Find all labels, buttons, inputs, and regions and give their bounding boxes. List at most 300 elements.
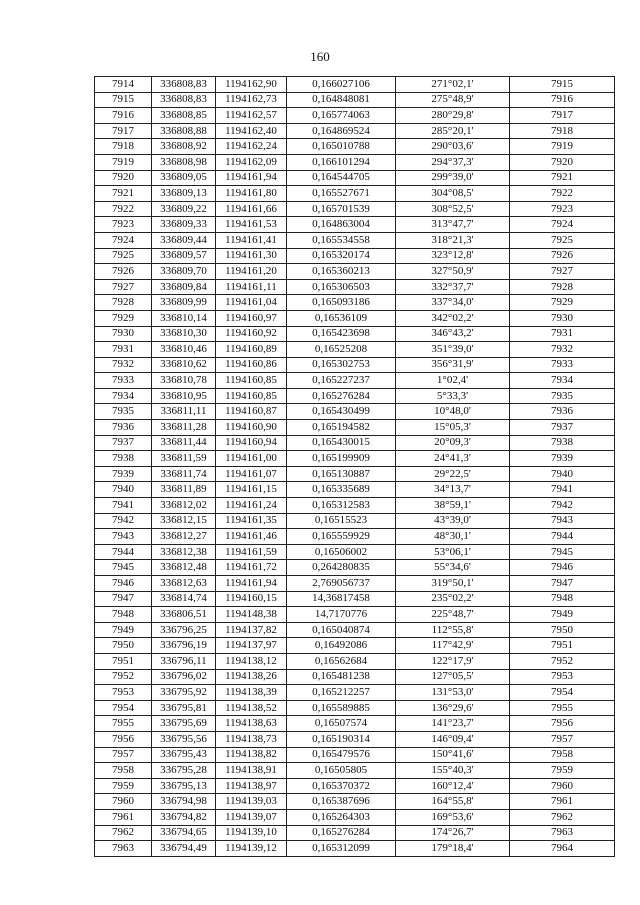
direction-angle-cell: 48°30,1' — [396, 529, 510, 545]
direction-angle-cell: 20°09,3' — [396, 435, 510, 451]
point-number-cell: 7919 — [95, 154, 152, 170]
x-coordinate-cell: 336808,88 — [152, 123, 216, 139]
x-coordinate-cell: 336811,59 — [152, 451, 216, 467]
next-point-number-cell: 7921 — [510, 170, 615, 186]
next-point-number-cell: 7945 — [510, 544, 615, 560]
y-coordinate-cell: 1194139,07 — [216, 809, 287, 825]
x-coordinate-cell: 336809,05 — [152, 170, 216, 186]
table-row — [95, 108, 615, 124]
table-row — [95, 747, 615, 763]
x-coordinate-cell: 336809,22 — [152, 201, 216, 217]
direction-angle-cell: 313°47,7' — [396, 217, 510, 233]
table-row — [95, 170, 615, 186]
next-point-number-cell: 7915 — [510, 77, 615, 93]
direction-angle-cell: 280°29,8' — [396, 108, 510, 124]
x-coordinate-cell: 336796,02 — [152, 669, 216, 685]
point-number-cell: 7921 — [95, 186, 152, 202]
x-coordinate-cell: 336795,56 — [152, 731, 216, 747]
direction-angle-cell: 323°12,8' — [396, 248, 510, 264]
distance-cell: 0,16505805 — [287, 763, 396, 779]
table-row — [95, 529, 615, 545]
y-coordinate-cell: 1194160,85 — [216, 373, 287, 389]
point-number-cell: 7933 — [95, 373, 152, 389]
distance-cell: 0,165093186 — [287, 295, 396, 311]
table-row — [95, 482, 615, 498]
table-row — [95, 638, 615, 654]
point-number-cell: 7934 — [95, 388, 152, 404]
direction-angle-cell: 346°43,2' — [396, 326, 510, 342]
direction-angle-cell: 294°37,3' — [396, 154, 510, 170]
table-row — [95, 544, 615, 560]
y-coordinate-cell: 1194138,26 — [216, 669, 287, 685]
table-row — [95, 326, 615, 342]
distance-cell: 0,165264303 — [287, 809, 396, 825]
y-coordinate-cell: 1194138,63 — [216, 716, 287, 732]
direction-angle-cell: 304°08,5' — [396, 186, 510, 202]
point-number-cell: 7930 — [95, 326, 152, 342]
table-row — [95, 576, 615, 592]
table-row — [95, 342, 615, 358]
direction-angle-cell: 235°02,2' — [396, 591, 510, 607]
direction-angle-cell: 10°48,0' — [396, 404, 510, 420]
y-coordinate-cell: 1194161,15 — [216, 482, 287, 498]
y-coordinate-cell: 1194160,85 — [216, 388, 287, 404]
point-number-cell: 7915 — [95, 92, 152, 108]
next-point-number-cell: 7923 — [510, 201, 615, 217]
x-coordinate-cell: 336810,46 — [152, 342, 216, 358]
point-number-cell: 7948 — [95, 607, 152, 623]
table-row — [95, 841, 615, 857]
distance-cell: 0,166101294 — [287, 154, 396, 170]
x-coordinate-cell: 336795,69 — [152, 716, 216, 732]
x-coordinate-cell: 336795,81 — [152, 700, 216, 716]
direction-angle-cell: 299°39,0' — [396, 170, 510, 186]
y-coordinate-cell: 1194162,09 — [216, 154, 287, 170]
y-coordinate-cell: 1194162,90 — [216, 77, 287, 93]
y-coordinate-cell: 1194161,72 — [216, 560, 287, 576]
next-point-number-cell: 7935 — [510, 388, 615, 404]
next-point-number-cell: 7956 — [510, 716, 615, 732]
point-number-cell: 7962 — [95, 825, 152, 841]
distance-cell: 0,165276284 — [287, 825, 396, 841]
next-point-number-cell: 7929 — [510, 295, 615, 311]
next-point-number-cell: 7925 — [510, 232, 615, 248]
point-number-cell: 7953 — [95, 685, 152, 701]
x-coordinate-cell: 336812,27 — [152, 529, 216, 545]
y-coordinate-cell: 1194161,11 — [216, 279, 287, 295]
distance-cell: 0,165040874 — [287, 622, 396, 638]
direction-angle-cell: 136°29,6' — [396, 700, 510, 716]
y-coordinate-cell: 1194161,24 — [216, 498, 287, 514]
table-row — [95, 700, 615, 716]
direction-angle-cell: 53°06,1' — [396, 544, 510, 560]
point-number-cell: 7927 — [95, 279, 152, 295]
direction-angle-cell: 29°22,5' — [396, 466, 510, 482]
next-point-number-cell: 7926 — [510, 248, 615, 264]
y-coordinate-cell: 1194138,52 — [216, 700, 287, 716]
distance-cell: 14,7170776 — [287, 607, 396, 623]
direction-angle-cell: 332°37,7' — [396, 279, 510, 295]
direction-angle-cell: 15°05,3' — [396, 420, 510, 436]
coordinates-table — [94, 76, 615, 857]
distance-cell: 14,36817458 — [287, 591, 396, 607]
point-number-cell: 7952 — [95, 669, 152, 685]
x-coordinate-cell: 336795,92 — [152, 685, 216, 701]
table-row — [95, 295, 615, 311]
x-coordinate-cell: 336809,33 — [152, 217, 216, 233]
direction-angle-cell: 150°41,6' — [396, 747, 510, 763]
next-point-number-cell: 7936 — [510, 404, 615, 420]
point-number-cell: 7960 — [95, 794, 152, 810]
y-coordinate-cell: 1194139,10 — [216, 825, 287, 841]
point-number-cell: 7920 — [95, 170, 152, 186]
point-number-cell: 7957 — [95, 747, 152, 763]
x-coordinate-cell: 336812,38 — [152, 544, 216, 560]
table-row — [95, 435, 615, 451]
y-coordinate-cell: 1194137,82 — [216, 622, 287, 638]
next-point-number-cell: 7952 — [510, 653, 615, 669]
table-row — [95, 388, 615, 404]
next-point-number-cell: 7931 — [510, 326, 615, 342]
distance-cell: 0,165312099 — [287, 841, 396, 857]
point-number-cell: 7954 — [95, 700, 152, 716]
point-number-cell: 7941 — [95, 498, 152, 514]
y-coordinate-cell: 1194138,73 — [216, 731, 287, 747]
direction-angle-cell: 356°31,9' — [396, 357, 510, 373]
table-row — [95, 716, 615, 732]
distance-cell: 0,165335689 — [287, 482, 396, 498]
direction-angle-cell: 146°09,4' — [396, 731, 510, 747]
point-number-cell: 7950 — [95, 638, 152, 654]
y-coordinate-cell: 1194137,97 — [216, 638, 287, 654]
y-coordinate-cell: 1194162,24 — [216, 139, 287, 155]
table-row — [95, 77, 615, 93]
table-row — [95, 763, 615, 779]
y-coordinate-cell: 1194162,73 — [216, 92, 287, 108]
direction-angle-cell: 155°40,3' — [396, 763, 510, 779]
next-point-number-cell: 7961 — [510, 794, 615, 810]
table-row — [95, 466, 615, 482]
y-coordinate-cell: 1194160,90 — [216, 420, 287, 436]
y-coordinate-cell: 1194161,41 — [216, 232, 287, 248]
table-row — [95, 139, 615, 155]
next-point-number-cell: 7962 — [510, 809, 615, 825]
table-row — [95, 420, 615, 436]
table-row — [95, 731, 615, 747]
y-coordinate-cell: 1194160,15 — [216, 591, 287, 607]
point-number-cell: 7940 — [95, 482, 152, 498]
next-point-number-cell: 7940 — [510, 466, 615, 482]
distance-cell: 0,165010788 — [287, 139, 396, 155]
x-coordinate-cell: 336806,51 — [152, 607, 216, 623]
point-number-cell: 7923 — [95, 217, 152, 233]
table-row — [95, 451, 615, 467]
table-row — [95, 513, 615, 529]
distance-cell: 0,165423698 — [287, 326, 396, 342]
next-point-number-cell: 7944 — [510, 529, 615, 545]
x-coordinate-cell: 336794,65 — [152, 825, 216, 841]
point-number-cell: 7928 — [95, 295, 152, 311]
table-row — [95, 591, 615, 607]
point-number-cell: 7925 — [95, 248, 152, 264]
distance-cell: 0,16506002 — [287, 544, 396, 560]
x-coordinate-cell: 336795,28 — [152, 763, 216, 779]
point-number-cell: 7945 — [95, 560, 152, 576]
next-point-number-cell: 7932 — [510, 342, 615, 358]
x-coordinate-cell: 336812,48 — [152, 560, 216, 576]
direction-angle-cell: 169°53,6' — [396, 809, 510, 825]
point-number-cell: 7937 — [95, 435, 152, 451]
distance-cell: 0,165199909 — [287, 451, 396, 467]
direction-angle-cell: 174°26,7' — [396, 825, 510, 841]
distance-cell: 0,165320174 — [287, 248, 396, 264]
y-coordinate-cell: 1194160,92 — [216, 326, 287, 342]
next-point-number-cell: 7953 — [510, 669, 615, 685]
next-point-number-cell: 7947 — [510, 576, 615, 592]
table-row — [95, 498, 615, 514]
table-row — [95, 653, 615, 669]
distance-cell: 0,16515523 — [287, 513, 396, 529]
distance-cell: 0,165370372 — [287, 778, 396, 794]
next-point-number-cell: 7917 — [510, 108, 615, 124]
next-point-number-cell: 7933 — [510, 357, 615, 373]
direction-angle-cell: 275°48,9' — [396, 92, 510, 108]
distance-cell: 0,165130887 — [287, 466, 396, 482]
y-coordinate-cell: 1194162,40 — [216, 123, 287, 139]
y-coordinate-cell: 1194161,07 — [216, 466, 287, 482]
next-point-number-cell: 7938 — [510, 435, 615, 451]
y-coordinate-cell: 1194161,04 — [216, 295, 287, 311]
x-coordinate-cell: 336808,83 — [152, 92, 216, 108]
next-point-number-cell: 7963 — [510, 825, 615, 841]
point-number-cell: 7916 — [95, 108, 152, 124]
x-coordinate-cell: 336811,11 — [152, 404, 216, 420]
x-coordinate-cell: 336810,30 — [152, 326, 216, 342]
table-row — [95, 622, 615, 638]
y-coordinate-cell: 1194161,30 — [216, 248, 287, 264]
x-coordinate-cell: 336809,44 — [152, 232, 216, 248]
point-number-cell: 7924 — [95, 232, 152, 248]
point-number-cell: 7958 — [95, 763, 152, 779]
point-number-cell: 7932 — [95, 357, 152, 373]
point-number-cell: 7959 — [95, 778, 152, 794]
distance-cell: 0,165190314 — [287, 731, 396, 747]
x-coordinate-cell: 336796,11 — [152, 653, 216, 669]
distance-cell: 0,165302753 — [287, 357, 396, 373]
point-number-cell: 7963 — [95, 841, 152, 857]
distance-cell: 0,164869524 — [287, 123, 396, 139]
direction-angle-cell: 179°18,4' — [396, 841, 510, 857]
next-point-number-cell: 7937 — [510, 420, 615, 436]
next-point-number-cell: 7943 — [510, 513, 615, 529]
distance-cell: 0,165276284 — [287, 388, 396, 404]
distance-cell: 0,16525208 — [287, 342, 396, 358]
distance-cell: 0,164863004 — [287, 217, 396, 233]
distance-cell: 0,165306503 — [287, 279, 396, 295]
y-coordinate-cell: 1194161,35 — [216, 513, 287, 529]
x-coordinate-cell: 336812,63 — [152, 576, 216, 592]
x-coordinate-cell: 336809,99 — [152, 295, 216, 311]
next-point-number-cell: 7924 — [510, 217, 615, 233]
distance-cell: 0,165559929 — [287, 529, 396, 545]
direction-angle-cell: 131°53,0' — [396, 685, 510, 701]
x-coordinate-cell: 336810,62 — [152, 357, 216, 373]
table-row — [95, 607, 615, 623]
point-number-cell: 7936 — [95, 420, 152, 436]
x-coordinate-cell: 336795,13 — [152, 778, 216, 794]
next-point-number-cell: 7922 — [510, 186, 615, 202]
x-coordinate-cell: 336812,15 — [152, 513, 216, 529]
distance-cell: 0,165774063 — [287, 108, 396, 124]
table-row — [95, 123, 615, 139]
y-coordinate-cell: 1194161,00 — [216, 451, 287, 467]
distance-cell: 0,16536109 — [287, 310, 396, 326]
table-row — [95, 186, 615, 202]
distance-cell: 0,165534558 — [287, 232, 396, 248]
x-coordinate-cell: 336809,84 — [152, 279, 216, 295]
point-number-cell: 7917 — [95, 123, 152, 139]
distance-cell: 0,16492086 — [287, 638, 396, 654]
table-row — [95, 809, 615, 825]
direction-angle-cell: 38°59,1' — [396, 498, 510, 514]
y-coordinate-cell: 1194138,97 — [216, 778, 287, 794]
x-coordinate-cell: 336794,49 — [152, 841, 216, 857]
distance-cell: 0,165227237 — [287, 373, 396, 389]
table-row — [95, 669, 615, 685]
table-row — [95, 685, 615, 701]
direction-angle-cell: 122°17,9' — [396, 653, 510, 669]
point-number-cell: 7914 — [95, 77, 152, 93]
point-number-cell: 7939 — [95, 466, 152, 482]
y-coordinate-cell: 1194160,94 — [216, 435, 287, 451]
x-coordinate-cell: 336796,19 — [152, 638, 216, 654]
direction-angle-cell: 164°55,8' — [396, 794, 510, 810]
point-number-cell: 7947 — [95, 591, 152, 607]
x-coordinate-cell: 336811,89 — [152, 482, 216, 498]
x-coordinate-cell: 336809,57 — [152, 248, 216, 264]
next-point-number-cell: 7930 — [510, 310, 615, 326]
y-coordinate-cell: 1194161,94 — [216, 576, 287, 592]
x-coordinate-cell: 336795,43 — [152, 747, 216, 763]
distance-cell: 0,264280835 — [287, 560, 396, 576]
next-point-number-cell: 7955 — [510, 700, 615, 716]
distance-cell: 0,16507574 — [287, 716, 396, 732]
direction-angle-cell: 1°02,4' — [396, 373, 510, 389]
next-point-number-cell: 7918 — [510, 123, 615, 139]
table-row — [95, 778, 615, 794]
distance-cell: 0,165194582 — [287, 420, 396, 436]
point-number-cell: 7942 — [95, 513, 152, 529]
point-number-cell: 7926 — [95, 264, 152, 280]
next-point-number-cell: 7942 — [510, 498, 615, 514]
y-coordinate-cell: 1194139,12 — [216, 841, 287, 857]
table-row — [95, 310, 615, 326]
point-number-cell: 7944 — [95, 544, 152, 560]
x-coordinate-cell: 336811,74 — [152, 466, 216, 482]
table-row — [95, 825, 615, 841]
table-row — [95, 217, 615, 233]
distance-cell: 0,165527671 — [287, 186, 396, 202]
direction-angle-cell: 318°21,3' — [396, 232, 510, 248]
y-coordinate-cell: 1194139,03 — [216, 794, 287, 810]
point-number-cell: 7961 — [95, 809, 152, 825]
next-point-number-cell: 7954 — [510, 685, 615, 701]
point-number-cell: 7956 — [95, 731, 152, 747]
point-number-cell: 7946 — [95, 576, 152, 592]
page-number: 160 — [310, 49, 330, 64]
next-point-number-cell: 7959 — [510, 763, 615, 779]
y-coordinate-cell: 1194138,39 — [216, 685, 287, 701]
x-coordinate-cell: 336812,02 — [152, 498, 216, 514]
table-row — [95, 560, 615, 576]
direction-angle-cell: 225°48,7' — [396, 607, 510, 623]
table-row — [95, 373, 615, 389]
y-coordinate-cell: 1194160,86 — [216, 357, 287, 373]
next-point-number-cell: 7920 — [510, 154, 615, 170]
next-point-number-cell: 7964 — [510, 841, 615, 857]
y-coordinate-cell: 1194161,59 — [216, 544, 287, 560]
x-coordinate-cell: 336814,74 — [152, 591, 216, 607]
x-coordinate-cell: 336796,25 — [152, 622, 216, 638]
table-row — [95, 92, 615, 108]
direction-angle-cell: 319°50,1' — [396, 576, 510, 592]
table-row — [95, 357, 615, 373]
point-number-cell: 7935 — [95, 404, 152, 420]
next-point-number-cell: 7957 — [510, 731, 615, 747]
direction-angle-cell: 117°42,9' — [396, 638, 510, 654]
point-number-cell: 7929 — [95, 310, 152, 326]
table-row — [95, 201, 615, 217]
distance-cell: 0,165481238 — [287, 669, 396, 685]
point-number-cell: 7955 — [95, 716, 152, 732]
distance-cell: 0,165589885 — [287, 700, 396, 716]
distance-cell: 0,165387696 — [287, 794, 396, 810]
next-point-number-cell: 7919 — [510, 139, 615, 155]
distance-cell: 0,165312583 — [287, 498, 396, 514]
y-coordinate-cell: 1194162,57 — [216, 108, 287, 124]
direction-angle-cell: 55°34,6' — [396, 560, 510, 576]
distance-cell: 0,165479576 — [287, 747, 396, 763]
x-coordinate-cell: 336808,83 — [152, 77, 216, 93]
y-coordinate-cell: 1194138,12 — [216, 653, 287, 669]
distance-cell: 2,769056737 — [287, 576, 396, 592]
point-number-cell: 7951 — [95, 653, 152, 669]
distance-cell: 0,165701539 — [287, 201, 396, 217]
y-coordinate-cell: 1194161,20 — [216, 264, 287, 280]
next-point-number-cell: 7916 — [510, 92, 615, 108]
point-number-cell: 7943 — [95, 529, 152, 545]
table-row — [95, 248, 615, 264]
next-point-number-cell: 7927 — [510, 264, 615, 280]
y-coordinate-cell: 1194138,91 — [216, 763, 287, 779]
x-coordinate-cell: 336809,13 — [152, 186, 216, 202]
point-number-cell: 7918 — [95, 139, 152, 155]
point-number-cell: 7931 — [95, 342, 152, 358]
table-row — [95, 279, 615, 295]
next-point-number-cell: 7958 — [510, 747, 615, 763]
table-row — [95, 232, 615, 248]
direction-angle-cell: 127°05,5' — [396, 669, 510, 685]
next-point-number-cell: 7948 — [510, 591, 615, 607]
direction-angle-cell: 337°34,0' — [396, 295, 510, 311]
direction-angle-cell: 327°50,9' — [396, 264, 510, 280]
next-point-number-cell: 7946 — [510, 560, 615, 576]
x-coordinate-cell: 336809,70 — [152, 264, 216, 280]
distance-cell: 0,165430499 — [287, 404, 396, 420]
direction-angle-cell: 271°02,1' — [396, 77, 510, 93]
y-coordinate-cell: 1194160,89 — [216, 342, 287, 358]
x-coordinate-cell: 336794,82 — [152, 809, 216, 825]
